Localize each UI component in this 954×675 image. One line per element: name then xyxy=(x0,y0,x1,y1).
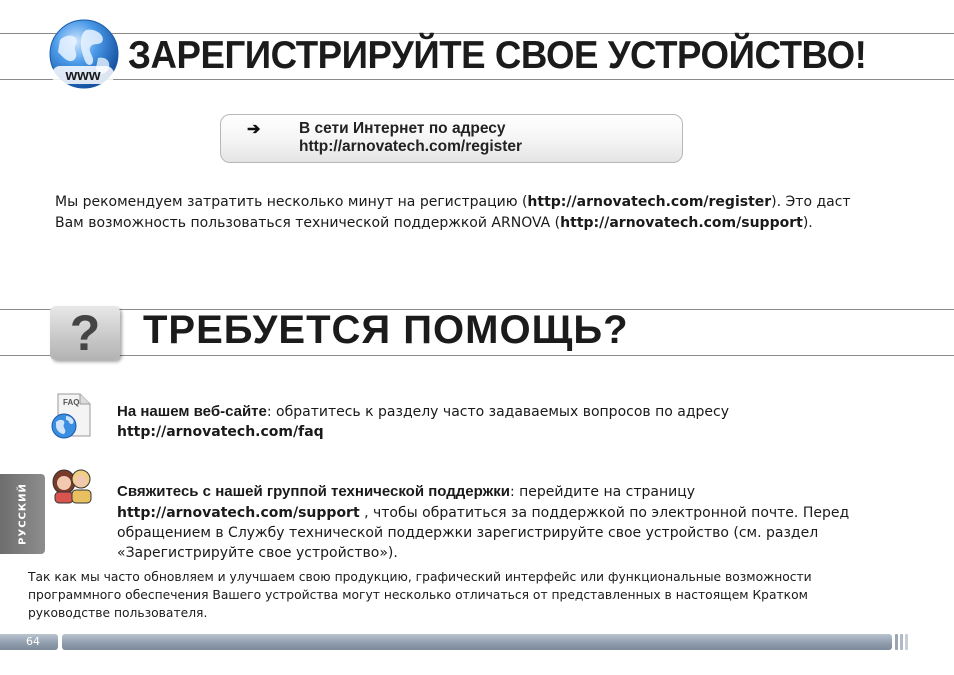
language-tab-label: РУССКИЙ xyxy=(17,483,28,545)
url-box-line1: В сети Интернет по адресу xyxy=(299,120,506,137)
title-rule xyxy=(0,79,954,80)
help-item-support xyxy=(117,482,877,563)
page-number: 64 xyxy=(0,634,58,650)
help-item-lead: Свяжитесь с нашей группой технической поддержки xyxy=(117,483,510,500)
url-box-text xyxy=(299,120,522,156)
disclaimer: Так как мы часто обновляем и улучшаем свою продукцию, графический интерфейс или функциональные возможности программного обеспечения Вашего устройства могут несколько отличаться от представленных в настоящем Кратком руководстве пользователя. xyxy=(28,570,812,620)
globe-label: www xyxy=(65,67,101,84)
faq-link[interactable]: http://arnovatech.com/faq xyxy=(117,424,324,440)
url-box xyxy=(220,114,683,163)
register-title: ЗАРЕГИСТРИРУЙТЕ СВОЕ УСТРОЙСТВО! xyxy=(128,34,867,77)
help-item-text: : обратитесь к разделу часто задаваемых вопросов по адресу xyxy=(266,404,730,420)
help-item-lead: На нашем веб-сайте xyxy=(117,403,267,420)
register-link[interactable]: http://arnovatech.com/register xyxy=(527,194,772,210)
support-link[interactable]: http://arnovatech.com/support xyxy=(560,215,803,231)
help-title: ТРЕБУЕТСЯ ПОМОЩЬ? xyxy=(143,308,629,352)
footer-end-marks-icon xyxy=(894,633,914,651)
faq-icon xyxy=(48,392,98,440)
arrow-icon: ➔ xyxy=(247,121,261,138)
help-title-rule xyxy=(0,355,954,356)
help-item-text: : перейдите на страницу xyxy=(509,484,696,500)
footer-bar xyxy=(62,634,892,650)
help-item-text2: , чтобы обратиться за поддержкой по электронной почте. Перед обращением в Службу технической поддержки зарегистрируйте свое устройство (см. раздел «Зарегистрируйте свое устройство»). xyxy=(117,505,850,561)
support-page-link[interactable]: http://arnovatech.com/support xyxy=(117,505,360,521)
help-item-website xyxy=(117,402,877,442)
faq-icon-label: FAQ xyxy=(63,398,80,407)
url-box-link[interactable]: http://arnovatech.com/register xyxy=(299,138,523,155)
register-paragraph: Мы рекомендуем затратить несколько минут на регистрацию (http://arnovatech.com/register). Это даст Вам возможность пользоваться технической поддержкой ARNOVA (http://arnovatech.com/support). xyxy=(55,194,851,231)
question-icon: ? xyxy=(50,306,120,360)
globe-icon xyxy=(46,18,122,94)
support-team-icon xyxy=(50,468,94,504)
language-tab xyxy=(0,474,45,554)
